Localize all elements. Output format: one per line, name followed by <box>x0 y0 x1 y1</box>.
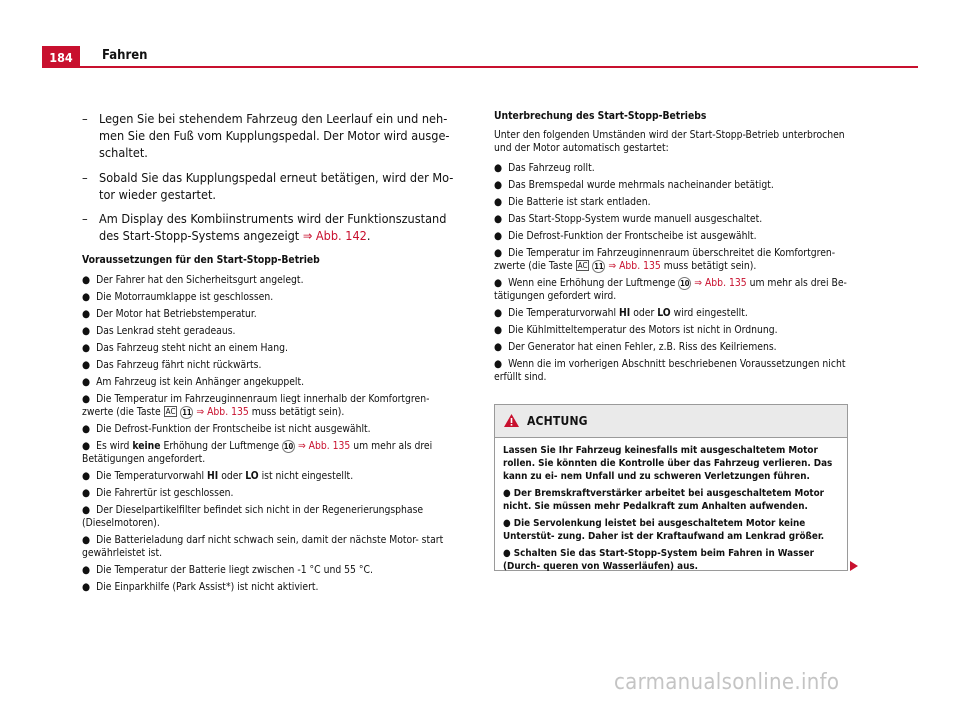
list-item: ● Der Dieselpartikelfilter befindet sich nicht in der Regenerierungsphase (Dieselmotoren). <box>82 504 424 529</box>
step-item: – Sobald Sie das Kupplungspedal erneut betätigen, wird der Mo- tor wieder gestartet. <box>82 169 454 202</box>
warning-item: ● Die Servolenkung leistet bei ausgeschaltetem Motor keine Unterstüt- zung. Daher ist der Kraftaufwand am Lenkrad größer. <box>503 518 825 542</box>
watermark: carmanualsonline.info <box>614 670 840 695</box>
page-number: 184 <box>42 46 80 67</box>
list-item: ● Am Fahrzeug ist kein Anhänger angekuppelt. <box>82 376 305 388</box>
right-column <box>494 110 850 388</box>
ac-key: AC <box>165 407 176 416</box>
subheading: Voraussetzungen für den Start-Stopp-Betrieb <box>82 254 320 266</box>
figure-link[interactable]: ⇒ Abb. 135 <box>694 277 747 289</box>
step-item: – Am Display des Kombiinstruments wird der Funktionszustand des Start-Stopp-Systems angezeigt ⇒ Abb. 142. <box>82 211 447 243</box>
figure-link[interactable]: ⇒ Abb. 142 <box>302 228 367 243</box>
warning-item: ● Schalten Sie das Start-Stopp-System beim Fahren in Wasser (Durch- queren von Wasserläufen) aus. <box>503 548 814 572</box>
list-item: ● Das Lenkrad steht geradeaus. <box>82 325 236 337</box>
subheading: Unterbrechung des Start-Stopp-Betriebs <box>494 110 707 122</box>
list-item: ● Das Fahrzeug fährt nicht rückwärts. <box>82 359 262 371</box>
list-item: ● Die Kühlmitteltemperatur des Motors ist nicht in Ordnung. <box>494 324 778 336</box>
list-item: ● Der Fahrer hat den Sicherheitsgurt angelegt. <box>82 274 304 286</box>
list-item: ● Die Defrost-Funktion der Frontscheibe ist nicht ausgewählt. <box>82 423 371 435</box>
list-item: ● Die Temperatur im Fahrzeuginnenraum überschreitet die Komfortgren- zwerte (die Taste AC 11 ⇒ Abb. 135 muss betätigt sein). <box>494 247 836 272</box>
figure-link[interactable]: ⇒ Abb. 135 <box>608 260 661 272</box>
list-item: ● Die Batterie ist stark entladen. <box>494 196 651 208</box>
callout-number: 11 <box>594 262 604 271</box>
list-item: ● Die Temperaturvorwahl HI oder LO wird eingestellt. <box>494 307 748 319</box>
continue-arrow-icon <box>850 561 858 571</box>
list-item: ● Der Generator hat einen Fehler, z.B. Riss des Keilriemens. <box>494 341 777 353</box>
list-item: ● Die Einparkhilfe (Park Assist*) ist nicht aktiviert. <box>82 581 319 593</box>
step-item: – Legen Sie bei stehendem Fahrzeug den Leerlauf ein und neh- men Sie den Fuß vom Kupplungspedal. Der Motor wird ausge- schaltet. <box>82 111 450 160</box>
section-title: Fahren <box>102 48 148 63</box>
figure-link[interactable]: ⇒ Abb. 135 <box>196 406 249 418</box>
callout-number: 10 <box>283 442 294 451</box>
intro-text: Unter den folgenden Umständen wird der Start-Stopp-Betrieb unterbrochen und der Motor automatisch gestartet: <box>494 129 845 154</box>
list-item: ● Das Fahrzeug steht nicht an einem Hang. <box>82 342 288 354</box>
warning-item: ● Der Bremskraftverstärker arbeitet bei ausgeschaltetem Motor nicht. Sie müssen mehr Pedalkraft zum Anhalten aufwenden. <box>503 488 824 512</box>
list-item: ● Das Fahrzeug rollt. <box>494 162 595 174</box>
list-item: ● Die Temperaturvorwahl HI oder LO ist nicht eingestellt. <box>82 470 354 482</box>
callout-number: 10 <box>680 279 690 288</box>
figure-link[interactable]: ⇒ Abb. 135 <box>297 440 351 452</box>
list-item: ● Die Fahrertür ist geschlossen. <box>82 487 234 499</box>
list-item: ● Die Temperatur im Fahrzeuginnenraum liegt innerhalb der Komfortgren- zwerte (die Taste AC 11 ⇒ Abb. 135 muss betätigt sein). <box>82 393 430 418</box>
list-item: ● Wenn eine Erhöhung der Luftmenge 10 ⇒ Abb. 135 um mehr als drei Be- tätigungen gefordert wird. <box>494 277 847 302</box>
list-item: ● Es wird keine Erhöhung der Luftmenge 10 ⇒ Abb. 135 um mehr als drei Betätigungen angefordert. <box>82 440 433 465</box>
warning-intro: Lassen Sie Ihr Fahrzeug keinesfalls mit ausgeschaltetem Motor rollen. Sie könnten die Kontrolle über das Fahrzeug verlieren. Das kann zu ei- nem Unfall und zu schweren Verletzungen führen. <box>503 445 833 482</box>
warning-title: ACHTUNG <box>527 414 588 428</box>
list-item: ● Die Motorraumklappe ist geschlossen. <box>82 291 274 303</box>
list-item: ● Die Batterieladung darf nicht schwach sein, damit der nächste Motor- start gewährleistet ist. <box>82 534 444 559</box>
header-rule <box>42 66 918 68</box>
list-item: ● Die Defrost-Funktion der Frontscheibe ist ausgewählt. <box>494 230 757 242</box>
page-header <box>42 46 918 67</box>
list-item: ● Das Start-Stopp-System wurde manuell ausgeschaltet. <box>494 213 763 225</box>
warning-box <box>494 404 848 571</box>
list-item: ● Das Bremspedal wurde mehrmals nacheinander betätigt. <box>494 179 774 191</box>
left-column <box>82 110 457 598</box>
list-item: ● Wenn die im vorherigen Abschnitt beschriebenen Voraussetzungen nicht erfüllt sind. <box>494 358 846 383</box>
warning-header <box>495 405 847 438</box>
ac-key: AC <box>577 261 588 270</box>
list-item: ● Der Motor hat Betriebstemperatur. <box>82 308 257 320</box>
list-item: ● Die Temperatur der Batterie liegt zwischen -1 °C und 55 °C. <box>82 564 373 576</box>
warning-body <box>495 438 847 573</box>
callout-number: 11 <box>182 408 192 417</box>
warning-triangle-icon <box>503 413 520 428</box>
